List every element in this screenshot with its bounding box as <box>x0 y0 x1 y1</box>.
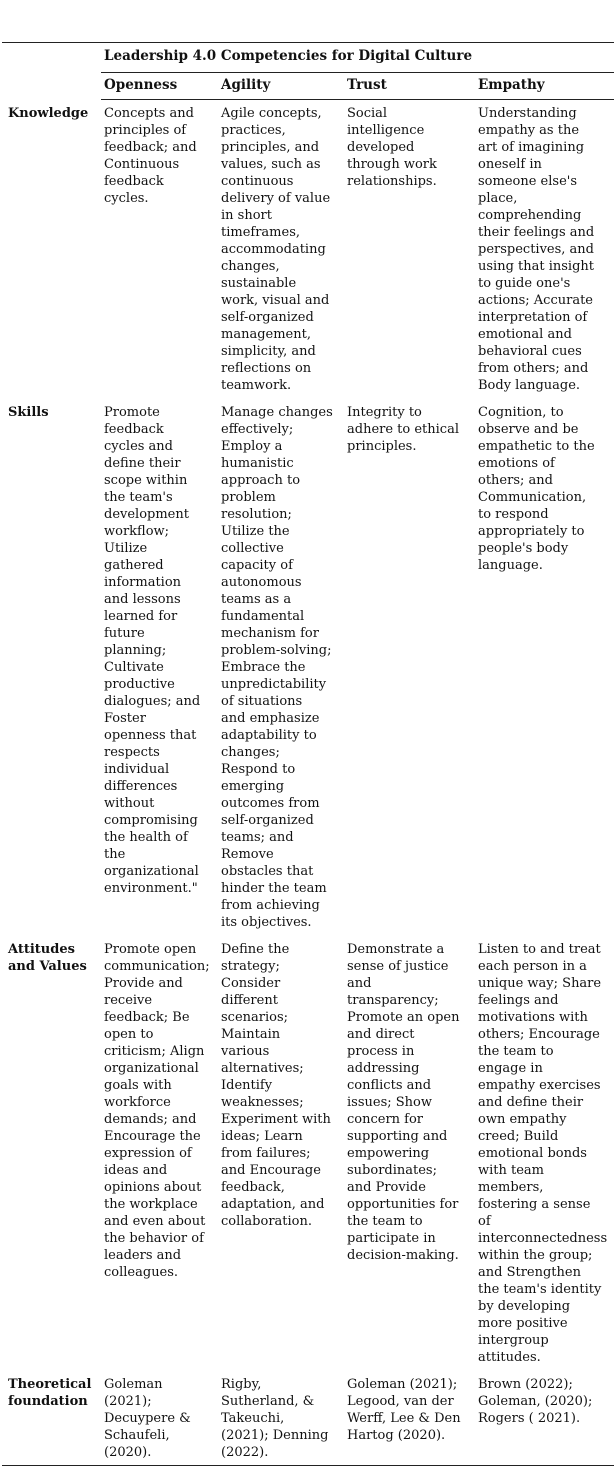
cell-attitudes-trust: Demonstrate a sense of justice and transparency; Promote an open and direct process in addressing conflicts and issues; Show concern for supporting and empowering subordinates; and Provide opportunities for the team to participate in decision-making. <box>347 942 460 1263</box>
row-header-knowledge: Knowledge <box>8 106 89 121</box>
row-header-skills: Skills <box>8 405 49 420</box>
cell-attitudes-agility: Define the strategy; Consider different scenarios; Maintain various alternatives; Identify weaknesses; Experiment with ideas; Learn from failures; and Encourage feedback, adaptation, and collaboration. <box>221 942 331 1229</box>
cell-foundation-empathy: Brown (2022); Goleman, (2020); Rogers ( 2021). <box>478 1377 593 1426</box>
cell-foundation-trust: Goleman (2021); Legood, van der Werff, Lee & Den Hartog (2020). <box>347 1377 461 1443</box>
cell-attitudes-openness: Promote open communication; Provide and receive feedback; Be open to criticism; Align organizational goals with workforce demands; and Encourage the expression of ideas and opinions about the workplace and even about the behavior of leaders and colleagues. <box>104 942 210 1280</box>
column-header-agility: Agility <box>221 77 271 93</box>
row-header-theoretical-foundation: Theoretical foundation <box>8 1377 92 1409</box>
cell-skills-openness: Promote feedback cycles and define their scope within the team's development workflow; Utilize gathered information and lessons learned for future planning; Cultivate productive dialogues; and Foster openness that respects individual differences without compromising the health of the organizational environment." <box>104 405 201 896</box>
cell-knowledge-empathy: Understanding empathy as the art of imagining oneself in someone else's place, comprehending their feelings and perspectives, and using that insight to guide one's actions; Accurate interpretation of emotional and behavioral cues from others; and Body language. <box>478 106 595 393</box>
table-title: Leadership 4.0 Competencies for Digital Culture <box>104 48 473 64</box>
row-header-attitudes-values: Attitudes and Values <box>8 942 87 974</box>
column-header-empathy: Empathy <box>478 77 545 93</box>
cell-knowledge-openness: Concepts and principles of feedback; and Continuous feedback cycles. <box>104 106 197 206</box>
header-bottom-rule <box>101 99 614 100</box>
title-underline-rule <box>101 72 614 73</box>
table-bottom-rule <box>2 1465 614 1466</box>
cell-foundation-agility: Rigby, Sutherland, & Takeuchi, (2021); Denning (2022). <box>221 1377 329 1460</box>
cell-skills-empathy: Cognition, to observe and be empathetic to the emotions of others; and Communication, to respond appropriately to people's body language. <box>478 405 595 573</box>
cell-skills-trust: Integrity to adhere to ethical principles. <box>347 405 459 454</box>
column-header-trust: Trust <box>347 77 387 93</box>
cell-knowledge-agility: Agile concepts, practices, principles, and values, such as continuous delivery of value in short timeframes, accommodating changes, sustainable work, visual and self-organized management, simplicity, and reflections on teamwork. <box>221 106 331 393</box>
column-header-openness: Openness <box>104 77 178 93</box>
cell-foundation-openness: Goleman (2021); Decuypere & Schaufeli, (2020). <box>104 1377 191 1460</box>
cell-knowledge-trust: Social intelligence developed through work relationships. <box>347 106 437 189</box>
cell-attitudes-empathy: Listen to and treat each person in a unique way; Share feelings and motivations with others; Encourage the team to engage in empathy exercises and define their own empathy creed; Build emotional bonds with team members, fostering a sense of interconnectedness within the group; and Strengthen the team's identity by developing more positive intergroup attitudes. <box>478 942 608 1365</box>
cell-skills-agility: Manage changes effectively; Employ a humanistic approach to problem resolution; Utilize the collective capacity of autonomous teams as a fundamental mechanism for problem-solving; Embrace the unpredictability of situations and emphasize adaptability to changes; Respond to emerging outcomes from self-organized teams; and Remove obstacles that hinder the team from achieving its objectives. <box>221 405 333 930</box>
table-top-rule <box>2 42 614 43</box>
